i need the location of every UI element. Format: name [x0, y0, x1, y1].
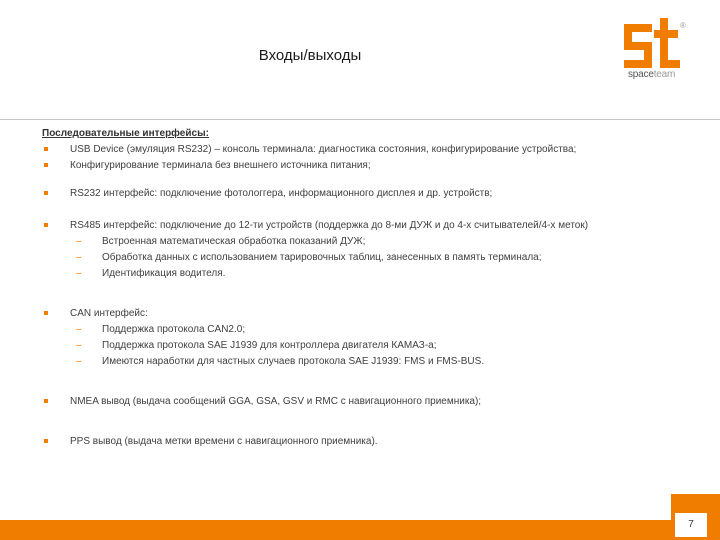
sub-bullet-text: Имеются наработки для частных случаев протокола SAE J1939: FMS и FMS-BUS.	[102, 356, 485, 367]
dash-icon: –	[76, 236, 82, 247]
bullet-text: PPS вывод (выдача метки времени с навигационного приемника).	[70, 436, 378, 447]
sub-bullet-item	[42, 234, 692, 250]
logo-word-main: space	[628, 69, 654, 80]
sub-bullet-item	[42, 266, 692, 282]
bullet-item	[42, 394, 692, 410]
page-number: 7	[675, 513, 707, 537]
bullet-text: RS232 интерфейс: подключение фотологгера, информационного дисплея и др. устройств;	[70, 188, 493, 199]
bullet-item	[42, 434, 692, 450]
sub-bullet-item	[42, 354, 692, 370]
bullet-item	[42, 186, 692, 202]
bullet-square-icon	[44, 311, 48, 315]
slide-title: Входы/выходы	[258, 47, 362, 64]
dash-icon: –	[76, 340, 82, 351]
bullet-text: Конфигурирование терминала без внешнего источника питания;	[70, 160, 371, 171]
dash-icon: –	[76, 324, 82, 335]
bullet-text: CAN интерфейс:	[70, 308, 148, 319]
bullet-square-icon	[44, 147, 48, 151]
bullet-text: RS485 интерфейс: подключение до 12-ти устройств (поддержка до 8-ми ДУЖ и до 4-х считывателей/4-х меток)	[70, 220, 589, 231]
bullet-text: NMEA вывод (выдача сообщений GGA, GSA, GSV и RMC с навигационного приемника);	[70, 396, 482, 407]
bullet-item	[42, 306, 692, 322]
footer-bar	[0, 520, 720, 540]
sub-bullet-text: Поддержка протокола SAE J1939 для контроллера двигателя КАМАЗ-а;	[102, 340, 437, 351]
bullet-item	[42, 158, 692, 174]
sub-bullet-text: Встроенная математическая обработка показаний ДУЖ;	[102, 236, 366, 247]
logo-word-tail: team	[653, 69, 676, 80]
sub-bullet-text: Обработка данных с использованием тарировочных таблиц, занесенных в память терминала;	[102, 252, 542, 263]
registered-mark: ®	[680, 21, 686, 30]
dash-icon: –	[76, 252, 82, 263]
bullet-square-icon	[44, 191, 48, 195]
bullet-square-icon	[44, 163, 48, 167]
sub-bullet-item	[42, 250, 692, 266]
bullet-item	[42, 142, 692, 158]
bullet-text: USB Device (эмуляция RS232) – консоль терминала: диагностика состояния, конфигурирование устройства;	[70, 144, 577, 155]
bullet-square-icon	[44, 399, 48, 403]
bullet-item	[42, 218, 692, 234]
title-divider	[0, 119, 720, 120]
sub-bullet-item	[42, 338, 692, 354]
dash-icon: –	[76, 268, 82, 279]
bullet-square-icon	[44, 439, 48, 443]
sub-bullet-text: Поддержка протокола CAN2.0;	[102, 324, 246, 335]
slide-content	[42, 128, 692, 450]
section-heading: Последовательные интерфейсы:	[42, 128, 209, 139]
dash-icon: –	[76, 356, 82, 367]
sub-bullet-text: Идентификация водителя.	[102, 268, 226, 279]
bullet-square-icon	[44, 223, 48, 227]
logo-wordmark	[628, 69, 675, 80]
sub-bullet-item	[42, 322, 692, 338]
